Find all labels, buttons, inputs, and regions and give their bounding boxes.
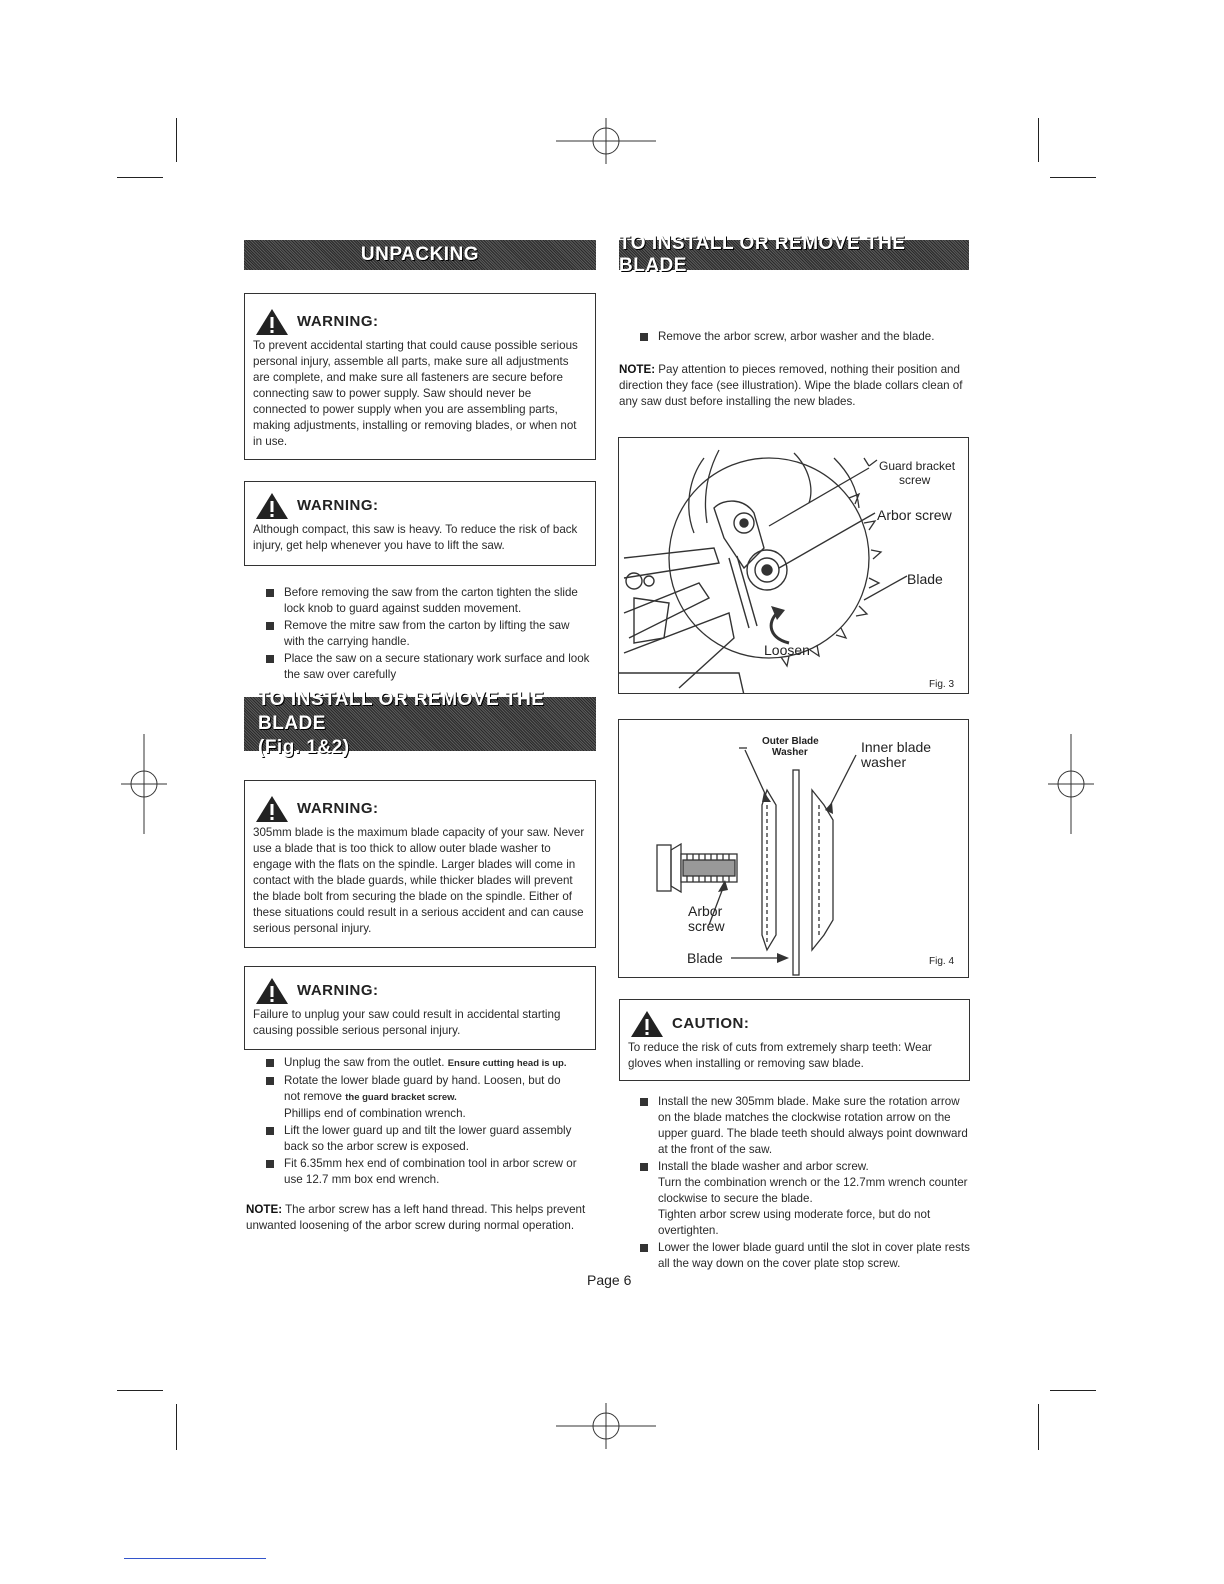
list-item: Rotate the lower blade guard by hand. Loosen, but do not remove the guard bracket screw. Phillips end of combination wrench. bbox=[266, 1073, 592, 1122]
figure-4-blade-washers bbox=[618, 719, 969, 978]
crop-mark bbox=[1038, 1404, 1039, 1450]
warning-title: WARNING: bbox=[255, 977, 587, 1005]
crop-mark bbox=[117, 1390, 163, 1391]
crop-mark bbox=[117, 177, 163, 178]
note-left-hand-thread: NOTE: The arbor screw has a left hand thread. This helps prevent unwanted loosening of the arbor screw during normal operation. bbox=[246, 1203, 586, 1232]
list-item: Lift the lower guard up and tilt the lower guard assembly back so the arbor screw is exposed. bbox=[266, 1123, 592, 1155]
list-item: Install the new 305mm blade. Make sure the rotation arrow on the blade matches the clockwise rotation arrow on the upper guard. The blade teeth should always point downward at the front of the saw. bbox=[640, 1094, 974, 1158]
registration-mark-right bbox=[1048, 734, 1094, 834]
guard-bracket-label: Guard bracket bbox=[879, 459, 956, 473]
blade-label: Blade bbox=[907, 571, 943, 587]
warning-text: 305mm blade is the maximum blade capacity of your saw. Never use a blade that is too thick to allow outer blade washer to engage with the flats on the spindle. Larger blades will come in contact with the blade guards, while thicker blades will prevent the blade bolt from securing the blade on the spindle. Either of these situations could result in a serious accident and can cause serious personal injury. bbox=[253, 826, 585, 935]
caution-title: CAUTION: bbox=[630, 1010, 961, 1038]
header-line: TO INSTALL OR REMOVE THE BLADE bbox=[258, 689, 545, 734]
inner-washer-label: washer bbox=[861, 754, 907, 770]
arbor-screw-label: screw bbox=[688, 918, 725, 934]
guard-bracket-screw-label: screw bbox=[899, 473, 931, 487]
outer-washer-label: Washer bbox=[772, 747, 808, 758]
registration-mark-top bbox=[556, 118, 656, 164]
crop-mark bbox=[176, 118, 177, 162]
crop-mark bbox=[1038, 118, 1039, 162]
caution-text: To reduce the risk of cuts from extremely sharp teeth: Wear gloves when installing or removing saw blade. bbox=[628, 1041, 932, 1070]
warning-text: Although compact, this saw is heavy. To reduce the risk of back injury, get help whenever you have to lift the saw. bbox=[253, 523, 578, 552]
arbor-label: Arbor bbox=[688, 903, 723, 919]
registration-mark-bottom bbox=[556, 1403, 656, 1449]
warning-title: WARNING: bbox=[255, 492, 587, 520]
arbor-screw-label: Arbor screw bbox=[877, 507, 952, 523]
warning-triangle-icon bbox=[255, 977, 289, 1005]
warning-box-assembly bbox=[244, 293, 596, 460]
blade-assembly-illustration bbox=[619, 438, 969, 694]
warning-triangle-icon bbox=[255, 308, 289, 336]
remove-arbor-step bbox=[640, 329, 970, 346]
figure-3-blade-assembly bbox=[618, 437, 969, 694]
warning-title: WARNING: bbox=[255, 795, 587, 823]
warning-text: To prevent accidental starting that could cause possible serious personal injury, assemble all parts, make sure all adjustments are complete, and make sure all fasteners are secure before connecting saw to power supply. Saw should never be connected to power supply when you are assembling parts, making adjustments, installing or removing blades, or when not in use. bbox=[253, 339, 578, 448]
list-item: Before removing the saw from the carton tighten the slide lock knob to guard against sudden movement. bbox=[266, 585, 592, 617]
list-item: Remove the mitre saw from the carton by lifting the saw with the carrying handle. bbox=[266, 618, 592, 650]
list-item: Unplug the saw from the outlet. Ensure cutting head is up. bbox=[266, 1055, 592, 1072]
list-item: Lower the lower blade guard until the slot in cover plate rests all the way down on the cover plate stop screw. bbox=[640, 1240, 974, 1272]
note-pieces-removed: NOTE: Pay attention to pieces removed, nothing their position and direction they face (see illustration). Wipe the blade collars clean of any saw dust before installing the new blades. bbox=[619, 363, 963, 408]
crop-mark bbox=[176, 1404, 177, 1450]
install-blade-steps bbox=[640, 1094, 974, 1273]
warning-text: Failure to unplug your saw could result in accidental starting causing possible serious personal injury. bbox=[253, 1008, 561, 1037]
list-item: Place the saw on a secure stationary work surface and look the saw over carefully bbox=[266, 651, 592, 683]
crop-mark bbox=[1050, 177, 1096, 178]
list-item: Remove the arbor screw, arbor washer and the blade. bbox=[640, 329, 970, 345]
figure-caption: Fig. 3 bbox=[929, 679, 955, 690]
header-line: (Fig. 1&2) bbox=[258, 737, 350, 758]
bottom-rule bbox=[124, 1558, 266, 1559]
figure-caption: Fig. 4 bbox=[929, 956, 955, 967]
crop-mark bbox=[1050, 1390, 1096, 1391]
warning-box-blade-capacity bbox=[244, 780, 596, 948]
unpacking-header: UNPACKING bbox=[244, 240, 596, 270]
warning-triangle-icon bbox=[255, 795, 289, 823]
remove-blade-steps bbox=[266, 1055, 592, 1189]
blade-label: Blade bbox=[687, 950, 723, 966]
install-blade-header-right: TO INSTALL OR REMOVE THE BLADE bbox=[619, 240, 969, 270]
warning-triangle-icon bbox=[255, 492, 289, 520]
warning-box-unplug bbox=[244, 966, 596, 1050]
page-number: Page 6 bbox=[587, 1272, 632, 1288]
caution-box-sharp-teeth bbox=[619, 999, 970, 1081]
inner-blade-label: Inner blade bbox=[861, 739, 932, 755]
list-item: Install the blade washer and arbor screw. Turn the combination wrench or the 12.7mm wrench counter clockwise to secure the blade. Tighten arbor screw using moderate force, but do not overtighten. bbox=[640, 1159, 974, 1239]
warning-triangle-icon bbox=[630, 1010, 664, 1038]
exploded-washer-illustration bbox=[619, 720, 969, 978]
loosen-label: Loosen bbox=[764, 642, 810, 658]
registration-mark-left bbox=[121, 734, 167, 834]
outer-blade-label: Outer Blade bbox=[762, 736, 819, 747]
warning-box-heavy bbox=[244, 481, 596, 566]
list-item: Fit 6.35mm hex end of combination tool in arbor screw or use 12.7 mm box end wrench. bbox=[266, 1156, 592, 1188]
unpacking-steps bbox=[266, 585, 592, 684]
warning-title: WARNING: bbox=[255, 308, 587, 336]
install-blade-header-left bbox=[244, 689, 596, 758]
